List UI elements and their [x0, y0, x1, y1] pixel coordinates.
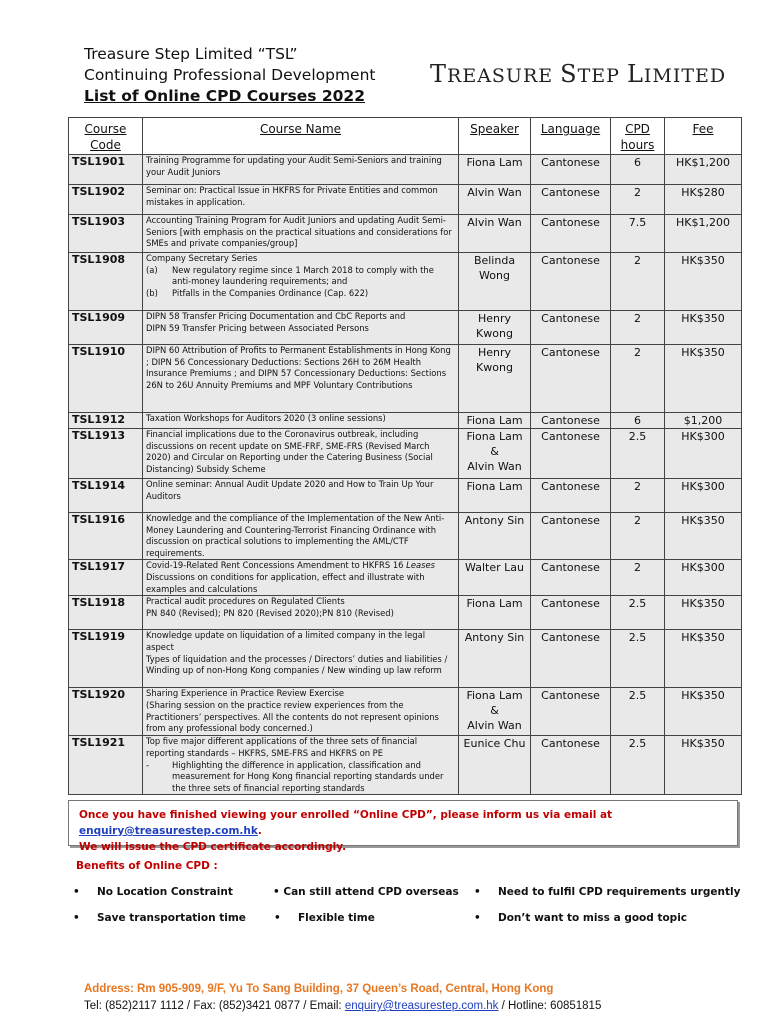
- table-row: TSL1918 Practical audit procedures on Regulated Clients PN 840 (Revised); PN 820 (Revised 2020);PN 810 (Revised) Fiona Lam Cantonese 2.5 HK$350: [69, 596, 742, 630]
- footer-contact: Tel: (852)2117 1112 / Fax: (852)3421 0877 / Email: enquiry@treasurestep.com.hk / Hotline: 60851815: [84, 1000, 602, 1012]
- table-header-row: [69, 118, 742, 155]
- benefit-item: • Can still attend CPD overseas: [273, 886, 459, 898]
- document-header: [84, 44, 375, 107]
- table-row: TSL1902 Seminar on: Practical Issue in HKFRS for Private Entities and common mistakes in application. Alvin Wan Cantonese 2 HK$280: [69, 185, 742, 215]
- table-row: TSL1919 Knowledge update on liquidation of a limited company in the legal aspect Types of liquidation and the processes / Directors’ duties and liabilities / Winding up of non-Hong Kong companies / New winding up law reform Antony Sin Cantonese 2.5 HK$350: [69, 630, 742, 688]
- company-title: Treasure Step Limited “TSL”: [84, 45, 298, 63]
- benefit-item: • No Location Constraint: [73, 886, 233, 898]
- table-row: TSL1913 Financial implications due to the Coronavirus outbreak, including discussions on recent update on SME-FRF, SME-FRS (Revised March 2020) and Circular on Reporting under the Catering Business (Social Distancing) Subsidy Scheme Fiona Lam & Alvin Wan Cantonese 2.5 HK$300: [69, 429, 742, 479]
- company-logo: TREASURE STEP LIMITED: [430, 60, 727, 88]
- col-course-code: Course Code: [69, 118, 143, 155]
- benefits-title: Benefits of Online CPD :: [76, 860, 218, 872]
- col-speaker: Speaker: [459, 118, 531, 155]
- benefit-item: • Flexible time: [274, 912, 375, 924]
- footer-email-link[interactable]: enquiry@treasurestep.com.hk: [344, 1000, 499, 1012]
- table-row: TSL1901 Training Programme for updating your Audit Semi-Seniors and training your Audit Juniors Fiona Lam Cantonese 6 HK$1,200: [69, 155, 742, 185]
- col-course-name: Course Name: [143, 118, 459, 155]
- table-row: TSL1914 Online seminar: Annual Audit Update 2020 and How to Train Up Your Auditors Fiona Lam Cantonese 2 HK$300: [69, 479, 742, 513]
- table-row: TSL1912 Taxation Workshops for Auditors 2020 (3 online sessions) Fiona Lam Cantonese 6 $1,200: [69, 413, 742, 429]
- col-fee: Fee: [665, 118, 742, 155]
- course-table: [68, 117, 742, 795]
- certificate-notice: Once you have finished viewing your enrolled “Online CPD”, please inform us via email at enquiry@treasurestep.com.hk. We will issue the CPD certificate accordingly.: [68, 800, 738, 846]
- benefit-item: • Save transportation time: [73, 912, 246, 924]
- table-row: TSL1916 Knowledge and the compliance of the Implementation of the New Anti-Money Laundering and Countering-Terrorist Financing Ordinance with discussion on practical solutions to implementing the AML/CTF requirements. Antony Sin Cantonese 2 HK$350: [69, 513, 742, 560]
- table-row: TSL1921 Top five major different applications of the three sets of financial reporting standards – HKFRS, SME-FRS and HKFRS on PE - Highlighting the difference in application, classification and measurement for Hong Kong financial reporting standards under the three sets of financial reporting standards Eunice Chu Cantonese 2.5 HK$350: [69, 736, 742, 795]
- table-row: TSL1910 DIPN 60 Attribution of Profits to Permanent Establishments in Hong Kong ; DIPN 56 Concessionary Deductions: Sections 26H to 26M Health Insurance Premiums ; and DIPN 57 Concessionary Deductions: Sections 26N to 26U Annuity Premiums and MPF Voluntary Contributions Henry Kwong Cantonese 2 HK$350: [69, 345, 742, 413]
- notice-email-link[interactable]: enquiry@treasurestep.com.hk: [79, 825, 258, 837]
- col-language: Language: [531, 118, 611, 155]
- list-title: List of Online CPD Courses 2022: [84, 87, 365, 105]
- table-row: TSL1903 Accounting Training Program for Audit Juniors and updating Audit Semi-Seniors [with emphasis on the practical situations and considerations for SMEs and private companies/group] Alvin Wan Cantonese 7.5 HK$1,200: [69, 215, 742, 253]
- table-row: TSL1920 Sharing Experience in Practice Review Exercise (Sharing session on the practice review experiences from the Practitioners’ perspectives. All the contents do not represent opinions from any professional body concerned.) Fiona Lam & Alvin Wan Cantonese 2.5 HK$350: [69, 688, 742, 736]
- footer-address: Address: Rm 905-909, 9/F, Yu To Sang Building, 37 Queen’s Road, Central, Hong Kong: [84, 983, 554, 995]
- table-row: TSL1917 Covid-19-Related Rent Concessions Amendment to HKFRS 16 Leases Discussions on conditions for application, effect and illustrate with examples and calculations Walter Lau Cantonese 2 HK$300: [69, 560, 742, 596]
- table-row: TSL1908 Company Secretary Series (a) New regulatory regime since 1 March 2018 to comply with the anti-money laundering requirements; and (b) Pitfalls in the Companies Ordinance (Cap. 622) Belinda Wong Cantonese 2 HK$350: [69, 253, 742, 311]
- col-cpd-hours: CPD hours: [611, 118, 665, 155]
- benefit-item: • Need to fulfil CPD requirements urgently: [474, 886, 741, 898]
- cpd-subtitle: Continuing Professional Development: [84, 66, 376, 84]
- table-row: TSL1909 DIPN 58 Transfer Pricing Documentation and CbC Reports and DIPN 59 Transfer Pricing between Associated Persons Henry Kwong Cantonese 2 HK$350: [69, 311, 742, 345]
- benefit-item: • Don’t want to miss a good topic: [474, 912, 688, 924]
